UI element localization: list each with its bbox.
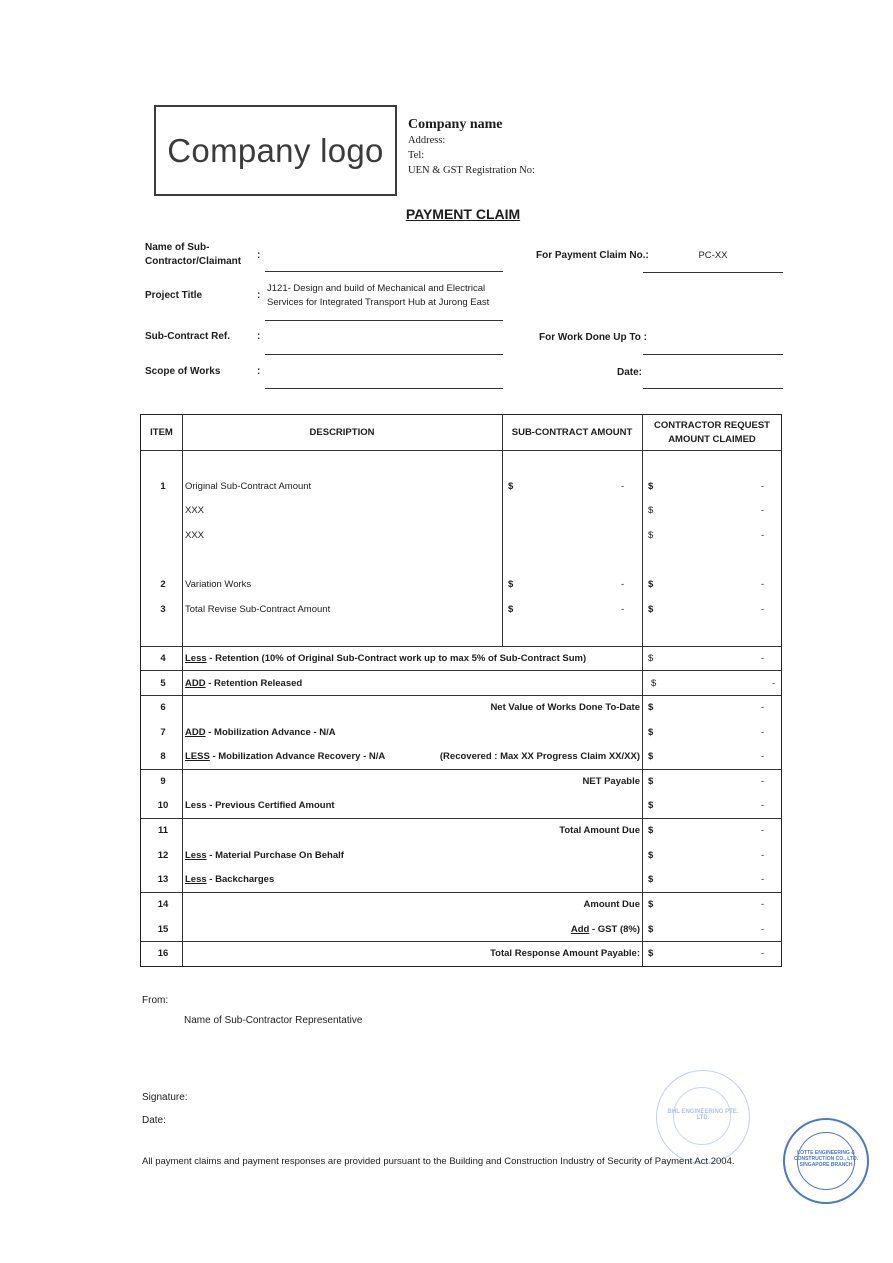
row-description: Original Sub-Contract Amount	[185, 481, 312, 492]
row-prefix: Less	[185, 850, 207, 861]
company-logo-text: Company logo	[167, 131, 384, 169]
company-name: Company name	[408, 117, 503, 132]
subcontract-ref-field[interactable]	[265, 354, 503, 355]
row-description	[400, 924, 640, 936]
currency-symbol: $	[651, 678, 657, 689]
row-description: NET Payable	[582, 776, 640, 787]
row-prefix: Less	[185, 653, 207, 664]
amount-value: -	[761, 579, 765, 590]
currency-symbol: $	[648, 924, 654, 935]
header-description: DESCRIPTION	[309, 427, 375, 438]
row-description: Total Response Amount Payable:	[490, 948, 640, 959]
row-number: 8	[160, 751, 166, 762]
table-divider	[141, 769, 781, 770]
currency-symbol: $	[648, 850, 654, 861]
project-title-underline	[265, 320, 503, 321]
row-description: Net Value of Works Done To-Date	[490, 702, 640, 713]
currency-symbol: $	[648, 653, 654, 664]
header-subcontract-amount: SUB-CONTRACT AMOUNT	[511, 427, 633, 438]
row-number: 13	[157, 874, 169, 885]
row-description-text: - Mobilization Advance Recovery - N/A	[209, 751, 386, 762]
row-description	[185, 727, 336, 739]
company-logo-box	[154, 105, 397, 196]
currency-symbol: $	[648, 530, 654, 541]
amount-value: -	[761, 874, 765, 885]
amount-value: -	[761, 948, 765, 959]
scope-of-works-field[interactable]	[265, 388, 503, 389]
amount-value: -	[621, 481, 625, 492]
table-divider	[141, 646, 781, 647]
amount-value: -	[621, 604, 625, 615]
date-label: Date:	[617, 367, 643, 378]
row-number: 3	[160, 604, 166, 615]
row-description	[185, 874, 274, 886]
scope-of-works-label: Scope of Works	[145, 366, 221, 377]
row-description-text: - Retention Released	[205, 678, 303, 689]
subcontract-ref-label: Sub-Contract Ref.	[145, 331, 230, 342]
amount-value: -	[761, 800, 765, 811]
table-col-divider	[502, 415, 503, 646]
amount-value: -	[761, 751, 765, 762]
row-number: 1	[160, 481, 166, 492]
row-description: XXX	[185, 505, 205, 516]
amount-value: -	[761, 505, 765, 516]
amount-value: -	[761, 530, 765, 541]
currency-symbol: $	[648, 825, 654, 836]
row-number: 6	[160, 702, 166, 713]
row-description-text: - Material Purchase On Behalf	[206, 850, 344, 861]
amount-value: -	[621, 579, 625, 590]
currency-symbol: $	[648, 604, 654, 615]
row-prefix: Add	[570, 924, 590, 935]
row-description-text: - Retention (10% of Original Sub-Contract work up to max 5% of Sub-Contract Sum)	[206, 653, 587, 664]
signature-label: Signature:	[142, 1092, 188, 1103]
table-divider	[141, 892, 781, 893]
row-description-text: - GST (8%)	[589, 924, 640, 935]
field-colon: :	[257, 290, 261, 301]
row-number: 14	[157, 899, 169, 910]
amount-value: -	[772, 678, 776, 689]
row-number: 11	[157, 825, 169, 836]
row-number: 9	[160, 776, 166, 787]
row-number: 16	[157, 948, 169, 959]
company-stamp-1	[656, 1070, 750, 1164]
table-col-divider	[642, 415, 643, 966]
amount-value: -	[761, 727, 765, 738]
row-prefix: ADD	[185, 727, 206, 738]
from-label: From:	[142, 995, 169, 1006]
amount-value: -	[761, 604, 765, 615]
row-number: 10	[157, 800, 169, 811]
uen-gst-label: UEN & GST Registration No:	[408, 165, 535, 176]
name-of-subcontractor-label: Name of Sub-Contractor/Claimant	[145, 242, 242, 267]
tel-label: Tel:	[408, 150, 425, 161]
currency-symbol: $	[648, 899, 654, 910]
row-description: Amount Due	[583, 899, 640, 910]
payment-claim-no-label: For Payment Claim No.:	[536, 250, 649, 261]
amount-value: -	[761, 850, 765, 861]
stamp-1-text: BHL ENGINEERING PTE. LTD.	[667, 1109, 739, 1121]
payment-claim-no-field[interactable]	[643, 272, 783, 273]
table-divider	[141, 818, 781, 819]
legal-note: All payment claims and payment responses are provided pursuant to the Building and Construction Industry of Security of Payment Act 2004.	[142, 1156, 735, 1167]
row-description-text: - Backcharges	[206, 874, 275, 885]
name-of-subcontractor-field[interactable]	[265, 271, 503, 272]
project-title-value: J121- Design and build of Mechanical and Electrical Services for Integrated Transport Hub at Jurong East	[267, 283, 490, 308]
row-description: Less - Previous Certified Amount	[185, 800, 335, 811]
company-stamp-2	[783, 1118, 869, 1204]
table-divider	[141, 941, 781, 942]
currency-symbol: $	[648, 579, 654, 590]
amount-value: -	[761, 825, 765, 836]
header-contractor-request: CONTRACTOR REQUEST AMOUNT CLAIMED	[654, 420, 770, 445]
currency-symbol: $	[508, 481, 514, 492]
table-divider	[141, 695, 781, 696]
row-description: XXX	[185, 530, 205, 541]
row-number: 5	[160, 678, 166, 689]
project-title-label: Project Title	[145, 290, 203, 301]
table-col-divider	[182, 415, 183, 966]
row-number: 7	[160, 727, 166, 738]
amount-value: -	[761, 924, 765, 935]
table-divider	[141, 670, 781, 671]
work-done-up-to-label: For Work Done Up To :	[539, 332, 647, 343]
date-field[interactable]	[643, 388, 783, 389]
row-number: 15	[157, 924, 169, 935]
address-label: Address:	[408, 135, 446, 146]
row-prefix: Less	[185, 874, 207, 885]
row-description: Total Revise Sub-Contract Amount	[185, 604, 331, 615]
amount-value: -	[761, 899, 765, 910]
amount-value: -	[761, 702, 765, 713]
currency-symbol: $	[648, 776, 654, 787]
header-item: ITEM	[150, 427, 173, 438]
currency-symbol: $	[648, 702, 654, 713]
currency-symbol: $	[648, 751, 654, 762]
amount-value: -	[761, 653, 765, 664]
currency-symbol: $	[508, 604, 514, 615]
field-colon: :	[257, 366, 261, 377]
row-description-text: - Mobilization Advance - N/A	[205, 727, 336, 738]
row-description	[185, 850, 344, 862]
amount-value: -	[761, 776, 765, 787]
row-description	[185, 653, 586, 665]
payment-claim-no-value: PC-XX	[698, 250, 728, 261]
currency-symbol: $	[648, 505, 654, 516]
footer-date-label: Date:	[142, 1115, 166, 1126]
currency-symbol: $	[508, 579, 514, 590]
currency-symbol: $	[648, 948, 654, 959]
currency-symbol: $	[648, 874, 654, 885]
row-prefix: ADD	[185, 678, 206, 689]
row-number: 2	[160, 579, 166, 590]
page-title: PAYMENT CLAIM	[405, 206, 521, 222]
row-number: 4	[160, 653, 166, 664]
row-number: 12	[157, 850, 169, 861]
row-description: Total Amount Due	[559, 825, 640, 836]
row-prefix: LESS	[185, 751, 210, 762]
field-colon: :	[257, 250, 261, 261]
amount-value: -	[761, 481, 765, 492]
stamp-2-text: LOTTE ENGINEERING & CONSTRUCTION CO., LTD. SINGAPORE BRANCH	[793, 1150, 859, 1168]
row-description: Variation Works	[185, 579, 252, 590]
work-done-up-to-field[interactable]	[643, 354, 783, 355]
row-description	[185, 678, 302, 690]
table-divider	[141, 450, 781, 451]
field-colon: :	[257, 331, 261, 342]
row-note: (Recovered : Max XX Progress Claim XX/XX)	[439, 751, 640, 762]
row-description	[185, 751, 385, 763]
representative-name: Name of Sub-Contractor Representative	[184, 1015, 363, 1026]
currency-symbol: $	[648, 727, 654, 738]
currency-symbol: $	[648, 481, 654, 492]
currency-symbol: $	[648, 800, 654, 811]
